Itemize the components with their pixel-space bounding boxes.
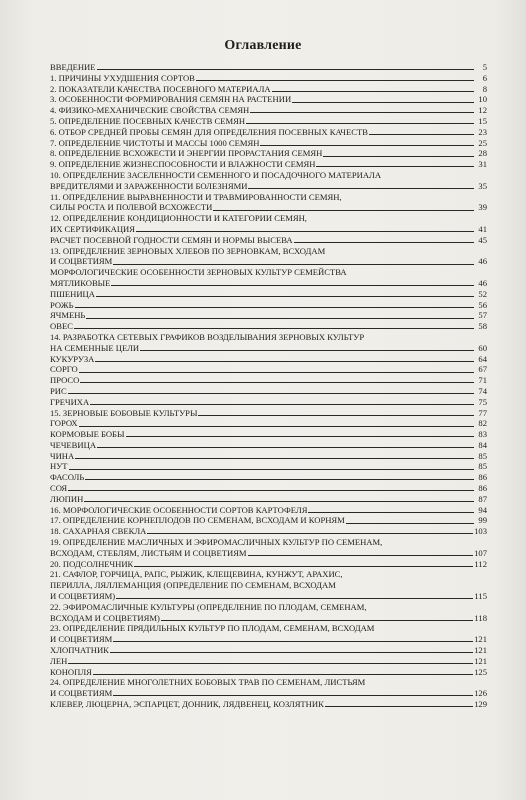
toc-page-number: 77 xyxy=(478,407,487,418)
toc-entry-line-continued xyxy=(50,267,487,278)
toc-page-number: 56 xyxy=(478,299,487,310)
toc-leader-dots xyxy=(93,674,473,675)
toc-entry-title: СОРГО xyxy=(50,364,78,375)
toc-entry-line xyxy=(50,289,487,300)
toc-entry-title: ОВЕС xyxy=(50,321,73,332)
toc-entry-title: 18. САХАРНАЯ СВЕКЛА xyxy=(50,526,147,537)
toc-page-number: 35 xyxy=(478,180,487,191)
toc-leader-dots xyxy=(97,69,475,70)
toc-leader-dots xyxy=(260,145,474,146)
toc-page-number: 10 xyxy=(478,94,487,105)
toc-page-number: 31 xyxy=(478,159,487,170)
toc-entry xyxy=(50,321,487,332)
page-title: Оглавление xyxy=(224,38,302,53)
toc-page-number: 6 xyxy=(482,72,487,83)
toc-entry-title: 23. ОПРЕДЕЛЕНИЕ ПРЯДИЛЬНЫХ КУЛЬТУР ПО ПЛОДАМ, СЕМЕНАМ, ВСХОДАМ xyxy=(50,623,375,634)
toc-entry-title: ВСХОДАМ, СТЕБЛЯМ, ЛИСТЬЯМ И СОЦВЕТИЯМ xyxy=(50,547,247,558)
toc-entry-title: РОЖЬ xyxy=(50,299,74,310)
toc-page-number: 64 xyxy=(478,353,487,364)
toc-entry-title: 16. МОРФОЛОГИЧЕСКИЕ ОСОБЕННОСТИ СОРТОВ КАРТОФЕЛЯ xyxy=(50,504,308,515)
toc-entry xyxy=(50,472,487,483)
toc-page-number: 85 xyxy=(478,450,487,461)
toc-entry-line-continued xyxy=(50,580,487,591)
toc-entry-line xyxy=(50,559,487,570)
toc-entry-line xyxy=(50,94,487,105)
toc-leader-dots xyxy=(308,512,474,513)
toc-entry xyxy=(50,677,487,699)
toc-page-number: 52 xyxy=(478,288,487,299)
toc-entry xyxy=(50,494,487,505)
toc-entry xyxy=(50,645,487,656)
toc-entry-title: ЛЕН xyxy=(50,655,68,666)
toc-entry-line-continued xyxy=(50,246,487,257)
toc-entry xyxy=(50,364,487,375)
toc-leader-dots xyxy=(79,426,474,427)
toc-leader-dots xyxy=(126,436,475,437)
toc-leader-dots xyxy=(90,404,474,405)
toc-leader-dots xyxy=(116,598,473,599)
toc-page-number: 112 xyxy=(474,558,487,569)
toc-entry xyxy=(50,289,487,300)
toc-entry xyxy=(50,515,487,526)
toc-entry-line xyxy=(50,235,487,246)
toc-entry-title: ХЛОПЧАТНИК xyxy=(50,645,109,656)
toc-page-number: 94 xyxy=(478,504,487,515)
toc-entry xyxy=(50,127,487,138)
toc-leader-dots xyxy=(80,382,474,383)
toc-page-number: 41 xyxy=(478,223,487,234)
toc-entry-title: ЧИНА xyxy=(50,450,75,461)
toc-entry-line xyxy=(50,84,487,95)
toc-page-number: 121 xyxy=(474,634,487,645)
toc-entry-title: 22. ЭФИРОМАСЛИЧНЫЕ КУЛЬТУРЫ (ОПРЕДЕЛЕНИЕ ПО ПЛОДАМ, СЕМЕНАМ, xyxy=(50,601,367,612)
toc-entry-title: 4. ФИЗИКО-МЕХАНИЧЕСКИЕ СВОЙСТВА СЕМЯН xyxy=(50,105,250,116)
toc-entry-title: ИХ СЕРТИФИКАЦИЯ xyxy=(50,223,135,234)
toc-entry-title: 9. ОПРЕДЕЛЕНИЕ ЖИЗНЕСПОСОБНОСТИ И ВЛАЖНОСТИ СЕМЯН xyxy=(50,159,316,170)
toc-entry-title: СОЯ xyxy=(50,483,68,494)
toc-leader-dots xyxy=(294,242,474,243)
toc-page-number: 118 xyxy=(474,612,487,623)
toc-entry-line xyxy=(50,256,487,267)
toc-page-number: 87 xyxy=(478,493,487,504)
toc-entry-line-continued xyxy=(50,332,487,343)
toc-entry-title: РАСЧЕТ ПОСЕВНОЙ ГОДНОСТИ СЕМЯН И НОРМЫ ВЫСЕВА xyxy=(50,234,293,245)
toc-entry-line xyxy=(50,354,487,365)
toc-page-number: 5 xyxy=(482,62,487,72)
toc-page-number: 85 xyxy=(478,461,487,472)
toc-entry-line xyxy=(50,472,487,483)
toc-page-number: 46 xyxy=(478,256,487,267)
toc-entry-title: КОНОПЛЯ xyxy=(50,666,92,677)
toc-entry-title: МЯТЛИКОВЫЕ xyxy=(50,277,111,288)
toc-leader-dots xyxy=(96,296,474,297)
toc-entry-title: И СОЦВЕТИЯМ xyxy=(50,688,113,699)
toc-entry-title: ВРЕДИТЕЛЯМИ И ЗАРАЖЕННОСТИ БОЛЕЗНЯМИ xyxy=(50,180,248,191)
toc-entry-line xyxy=(50,397,487,408)
toc-page-number: 84 xyxy=(478,439,487,450)
table-of-contents xyxy=(50,62,487,710)
toc-leader-dots xyxy=(316,166,474,167)
toc-entry-line xyxy=(50,62,487,73)
toc-entry-title: 5. ОПРЕДЕЛЕНИЕ ПОСЕВНЫХ КАЧЕСТВ СЕМЯН xyxy=(50,115,246,126)
toc-entry-line xyxy=(50,343,487,354)
toc-page-number: 45 xyxy=(478,234,487,245)
toc-leader-dots xyxy=(147,533,473,534)
toc-entry-title: 15. ЗЕРНОВЫЕ БОБОВЫЕ КУЛЬТУРЫ xyxy=(50,407,198,418)
toc-leader-dots xyxy=(136,231,474,232)
toc-entry-line xyxy=(50,494,487,505)
toc-entry-title: ЧЕЧЕВИЦА xyxy=(50,439,97,450)
toc-entry-title: ВСХОДАМ И СОЦВЕТИЯМ) xyxy=(50,612,160,623)
toc-entry xyxy=(50,159,487,170)
toc-page-number: 103 xyxy=(474,526,487,537)
toc-leader-dots xyxy=(84,501,474,502)
toc-entry-title: 20. ПОДСОЛНЕЧНИК xyxy=(50,558,134,569)
toc-entry-line xyxy=(50,408,487,419)
toc-entry-line xyxy=(50,591,487,602)
toc-entry-line xyxy=(50,429,487,440)
toc-entry-line xyxy=(50,148,487,159)
toc-leader-dots xyxy=(323,156,474,157)
toc-entry xyxy=(50,213,487,235)
toc-entry xyxy=(50,667,487,678)
toc-entry-line-continued xyxy=(50,623,487,634)
toc-page-number: 67 xyxy=(478,364,487,375)
toc-entry xyxy=(50,170,487,192)
toc-entry xyxy=(50,429,487,440)
toc-entry-title: ЛЮПИН xyxy=(50,493,84,504)
toc-entry-line xyxy=(50,656,487,667)
toc-entry-title: КЛЕВЕР, ЛЮЦЕРНА, ЭСПАРЦЕТ, ДОННИК, ЛЯДВЕНЕЦ, КОЗЛЯТНИК xyxy=(50,699,324,710)
toc-entry xyxy=(50,332,487,354)
toc-entry xyxy=(50,386,487,397)
toc-entry xyxy=(50,483,487,494)
toc-entry-title: 8. ОПРЕДЕЛЕНИЕ ВСХОЖЕСТИ И ЭНЕРГИИ ПРОРАСТАНИЯ СЕМЯН xyxy=(50,148,323,159)
toc-leader-dots xyxy=(161,620,474,621)
toc-entry xyxy=(50,116,487,127)
toc-entry-title: И СОЦВЕТИЯМ xyxy=(50,256,113,267)
toc-leader-dots xyxy=(111,285,474,286)
toc-entry-line xyxy=(50,364,487,375)
toc-page-number: 82 xyxy=(478,418,487,429)
toc-page-number: 39 xyxy=(478,202,487,213)
toc-entry-title: 13. ОПРЕДЕЛЕНИЕ ЗЕРНОВЫХ ХЛЕБОВ ПО ЗЕРНОВКАМ, ВСХОДАМ xyxy=(50,245,326,256)
toc-leader-dots xyxy=(246,123,474,124)
toc-entry-line xyxy=(50,667,487,678)
toc-page-number: 126 xyxy=(474,688,487,699)
toc-entry xyxy=(50,559,487,570)
toc-entry-line xyxy=(50,505,487,516)
toc-entry-title: 17. ОПРЕДЕЛЕНИЕ КОРНЕПЛОДОВ ПО СЕМЕНАМ, ВСХОДАМ И КОРНЯМ xyxy=(50,515,345,526)
toc-entry xyxy=(50,461,487,472)
toc-leader-dots xyxy=(110,652,473,653)
toc-leader-dots xyxy=(113,641,473,642)
toc-entry-title: НУТ xyxy=(50,461,68,472)
toc-entry-line xyxy=(50,645,487,656)
toc-page-number: 25 xyxy=(478,137,487,148)
toc-page-number: 115 xyxy=(474,591,487,602)
toc-leader-dots xyxy=(97,447,474,448)
toc-entry xyxy=(50,235,487,246)
toc-entry-title: МОРФОЛОГИЧЕСКИЕ ОСОБЕННОСТИ ЗЕРНОВЫХ КУЛЬТУР СЕМЕЙСТВА xyxy=(50,267,347,278)
toc-entry-line xyxy=(50,138,487,149)
toc-entry-line xyxy=(50,73,487,84)
toc-leader-dots xyxy=(346,523,474,524)
toc-entry-title: ПЕРИЛЛА, ЛЯЛЛЕМАНЦИЯ (ОПРЕДЕЛЕНИЕ ПО СЕМЕНАМ, ВСХОДАМ xyxy=(50,580,336,591)
toc-entry-title: И СОЦВЕТИЯМ) xyxy=(50,591,116,602)
toc-entry-line xyxy=(50,224,487,235)
toc-leader-dots xyxy=(68,490,474,491)
toc-entry xyxy=(50,440,487,451)
toc-entry-title: 21. САФЛОР, ГОРЧИЦА, РАПС, РЫЖИК, КЛЕЩЕВИНА, КУНЖУТ, АРАХИС, xyxy=(50,569,343,580)
toc-entry-title: ПШЕНИЦА xyxy=(50,288,95,299)
toc-entry xyxy=(50,526,487,537)
toc-entry xyxy=(50,656,487,667)
toc-entry-line xyxy=(50,613,487,624)
toc-page-number: 99 xyxy=(478,515,487,526)
toc-leader-dots xyxy=(86,318,474,319)
toc-leader-dots xyxy=(140,350,474,351)
toc-entry xyxy=(50,267,487,289)
toc-leader-dots xyxy=(198,415,474,416)
toc-entry-line xyxy=(50,202,487,213)
toc-leader-dots xyxy=(75,458,474,459)
toc-page-number: 121 xyxy=(474,655,487,666)
toc-entry-line xyxy=(50,688,487,699)
toc-entry xyxy=(50,408,487,419)
toc-page-number: 107 xyxy=(474,547,487,558)
toc-entry-title: 2. ПОКАЗАТЕЛИ КАЧЕСТВА ПОСЕВНОГО МАТЕРИАЛА xyxy=(50,83,271,94)
toc-entry-title: 24. ОПРЕДЕЛЕНИЕ МНОГОЛЕТНИХ БОБОВЫХ ТРАВ ПО СЕМЕНАМ, ЛИСТЬЯМ xyxy=(50,677,366,688)
toc-entry-title: КУКУРУЗА xyxy=(50,353,95,364)
toc-entry-line xyxy=(50,515,487,526)
toc-leader-dots xyxy=(75,307,474,308)
toc-leader-dots xyxy=(68,663,473,664)
toc-page-number: 57 xyxy=(478,310,487,321)
toc-leader-dots xyxy=(248,188,474,189)
toc-page-number: 121 xyxy=(474,645,487,656)
toc-entry-title: ПРОСО xyxy=(50,375,80,386)
toc-leader-dots xyxy=(79,372,474,373)
toc-entry xyxy=(50,505,487,516)
toc-entry-line-continued xyxy=(50,213,487,224)
toc-page-number: 129 xyxy=(474,699,487,710)
toc-entry-title: 7. ОПРЕДЕЛЕНИЕ ЧИСТОТЫ И МАССЫ 1000 СЕМЯН xyxy=(50,137,260,148)
toc-entry-line-continued xyxy=(50,602,487,613)
toc-entry-line xyxy=(50,461,487,472)
toc-entry-line xyxy=(50,116,487,127)
toc-entry-line xyxy=(50,418,487,429)
toc-entry-title: 12. ОПРЕДЕЛЕНИЕ КОНДИЦИОННОСТИ И КАТЕГОРИИ СЕМЯН, xyxy=(50,213,307,224)
toc-entry-title: ФАСОЛЬ xyxy=(50,472,85,483)
toc-entry-title: КОРМОВЫЕ БОБЫ xyxy=(50,429,125,440)
toc-leader-dots xyxy=(250,112,474,113)
toc-entry xyxy=(50,300,487,311)
toc-entry-line xyxy=(50,483,487,494)
toc-entry-line xyxy=(50,181,487,192)
toc-entry-line xyxy=(50,440,487,451)
toc-entry xyxy=(50,623,487,645)
toc-page-number: 86 xyxy=(478,472,487,483)
toc-entry xyxy=(50,699,487,710)
toc-leader-dots xyxy=(113,264,474,265)
toc-entry xyxy=(50,105,487,116)
toc-leader-dots xyxy=(196,80,474,81)
toc-entry-title: ВВЕДЕНИЕ xyxy=(50,62,96,72)
toc-page-number: 12 xyxy=(478,105,487,116)
toc-entry-line xyxy=(50,300,487,311)
toc-entry-title: 6. ОТБОР СРЕДНЕЙ ПРОБЫ СЕМЯН ДЛЯ ОПРЕДЕЛЕНИЯ ПОСЕВНЫХ КАЧЕСТВ xyxy=(50,126,368,137)
toc-page-number: 75 xyxy=(478,396,487,407)
toc-leader-dots xyxy=(85,479,474,480)
toc-entry xyxy=(50,354,487,365)
toc-leader-dots xyxy=(68,393,474,394)
toc-entry-line-continued xyxy=(50,192,487,203)
toc-leader-dots xyxy=(272,91,474,92)
toc-leader-dots xyxy=(74,328,474,329)
toc-entry xyxy=(50,73,487,84)
toc-leader-dots xyxy=(248,555,474,556)
toc-page-number: 60 xyxy=(478,342,487,353)
toc-entry-title: 14. РАЗРАБОТКА СЕТЕВЫХ ГРАФИКОВ ВОЗДЕЛЫВАНИЯ ЗЕРНОВЫХ КУЛЬТУР xyxy=(50,331,365,342)
toc-entry-title: РИС xyxy=(50,385,67,396)
toc-page-number: 15 xyxy=(478,115,487,126)
toc-entry-line xyxy=(50,159,487,170)
toc-leader-dots xyxy=(134,566,473,567)
toc-entry xyxy=(50,537,487,559)
toc-entry-line xyxy=(50,105,487,116)
toc-page-number: 23 xyxy=(478,126,487,137)
toc-leader-dots xyxy=(69,469,474,470)
toc-entry xyxy=(50,94,487,105)
toc-entry-title: 3. ОСОБЕННОСТИ ФОРМИРОВАНИЯ СЕМЯН НА РАСТЕНИИ xyxy=(50,94,292,105)
toc-entry-line xyxy=(50,127,487,138)
toc-entry-title: 10. ОПРЕДЕЛЕНИЕ ЗАСЕЛЕННОСТИ СЕМЕННОГО И ПОСАДОЧНОГО МАТЕРИАЛА xyxy=(50,169,382,180)
toc-page-number: 74 xyxy=(478,385,487,396)
toc-entry xyxy=(50,375,487,386)
toc-page-number: 58 xyxy=(478,321,487,332)
toc-entry-line xyxy=(50,526,487,537)
toc-page-number: 8 xyxy=(482,83,487,94)
toc-entry-line-continued xyxy=(50,569,487,580)
toc-entry xyxy=(50,192,487,214)
toc-entry-line xyxy=(50,548,487,559)
toc-leader-dots xyxy=(113,695,473,696)
toc-entry-title: ЯЧМЕНЬ xyxy=(50,310,86,321)
toc-entry-line-continued xyxy=(50,170,487,181)
toc-entry-title: СИЛЫ РОСТА И ПОЛЕВОЙ ВСХОЖЕСТИ xyxy=(50,202,213,213)
toc-entry-title: 19. ОПРЕДЕЛЕНИЕ МАСЛИЧНЫХ И ЭФИРОМАСЛИЧНЫХ КУЛЬТУР ПО СЕМЕНАМ, xyxy=(50,537,383,548)
toc-entry-line xyxy=(50,699,487,710)
toc-entry xyxy=(50,310,487,321)
toc-entry-line xyxy=(50,375,487,386)
toc-entry xyxy=(50,148,487,159)
toc-entry xyxy=(50,602,487,624)
toc-page-number: 71 xyxy=(478,375,487,386)
toc-entry-line xyxy=(50,386,487,397)
toc-page-number: 83 xyxy=(478,429,487,440)
toc-entry-title: 11. ОПРЕДЕЛЕНИЕ ВЫРАВНЕННОСТИ И ТРАВМИРОВАННОСТИ СЕМЯН, xyxy=(50,191,342,202)
toc-entry-line xyxy=(50,278,487,289)
toc-entry-title: 1. ПРИЧИНЫ УХУДШЕНИЯ СОРТОВ xyxy=(50,72,195,83)
toc-entry-line xyxy=(50,310,487,321)
toc-entry xyxy=(50,451,487,462)
toc-entry-title: И СОЦВЕТИЯМ xyxy=(50,634,113,645)
toc-page-number: 28 xyxy=(478,148,487,159)
toc-entry xyxy=(50,138,487,149)
toc-entry-title: НА СЕМЕННЫЕ ЦЕЛИ xyxy=(50,342,140,353)
toc-page-number: 86 xyxy=(478,483,487,494)
toc-entry xyxy=(50,569,487,601)
toc-leader-dots xyxy=(325,706,473,707)
toc-entry-line xyxy=(50,321,487,332)
toc-leader-dots xyxy=(369,134,474,135)
toc-leader-dots xyxy=(95,361,474,362)
toc-page-number: 125 xyxy=(474,666,487,677)
toc-entry-title: ГРЕЧИХА xyxy=(50,396,90,407)
toc-page-number: 46 xyxy=(478,277,487,288)
toc-entry-line-continued xyxy=(50,677,487,688)
toc-entry-title: ГОРОХ xyxy=(50,418,78,429)
toc-entry xyxy=(50,397,487,408)
toc-leader-dots xyxy=(292,102,474,103)
toc-leader-dots xyxy=(213,210,474,211)
toc-entry xyxy=(50,62,487,73)
toc-entry-line xyxy=(50,634,487,645)
toc-entry-line xyxy=(50,451,487,462)
toc-entry xyxy=(50,246,487,268)
toc-entry-line-continued xyxy=(50,537,487,548)
toc-entry xyxy=(50,418,487,429)
toc-entry xyxy=(50,84,487,95)
